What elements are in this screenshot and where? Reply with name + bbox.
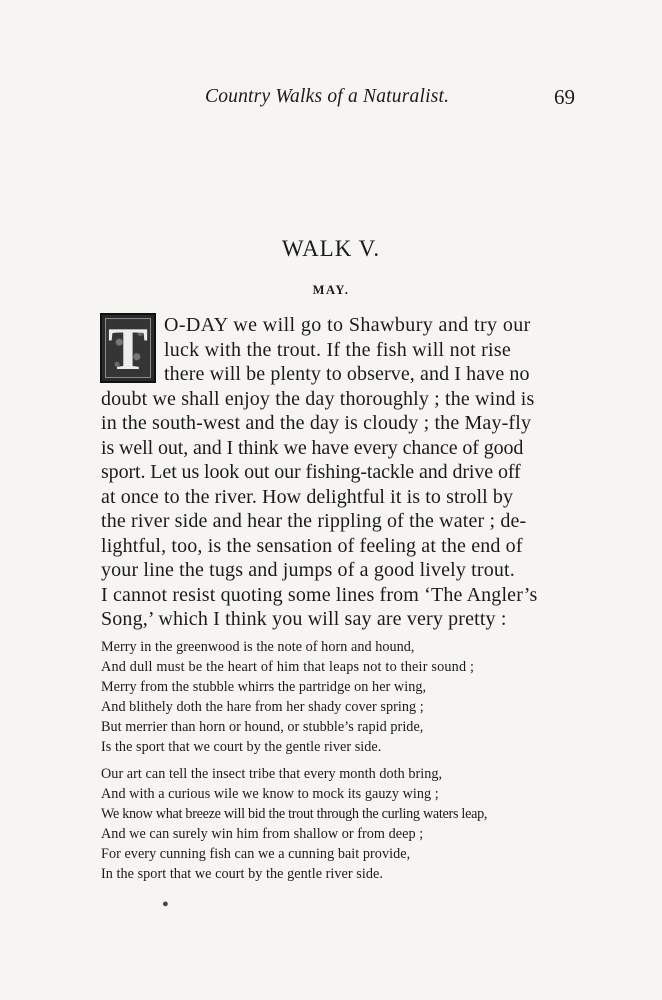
verse-line: Merry in the greenwood is the note of horn and hound, — [101, 639, 415, 655]
verse-line: And blithely doth the hare from her shady cover spring ; — [101, 699, 424, 715]
paragraph-line: O-DAY we will go to Shawbury and try our — [164, 314, 531, 336]
paragraph-line: your line the tugs and jumps of a good lively trout. — [101, 559, 515, 581]
paragraph-line: I cannot resist quoting some lines from ‘The Angler’s — [101, 584, 538, 606]
paragraph-line: sport. Let us look out our fishing-tackle and drive off — [101, 461, 521, 483]
paragraph-line: luck with the trout. If the fish will not rise — [164, 339, 511, 361]
verse-line: In the sport that we court by the gentle river side. — [101, 866, 383, 882]
running-title: Country Walks of a Naturalist. — [205, 86, 450, 107]
paragraph-line: lightful, too, is the sensation of feeling at the end of — [101, 535, 523, 557]
verse-line: Our art can tell the insect tribe that every month doth bring, — [101, 766, 443, 782]
running-head — [205, 86, 580, 116]
paragraph-line: in the south-west and the day is cloudy ; the May-fly — [101, 412, 532, 434]
chapter-title: WALK V. — [281, 236, 381, 261]
paragraph-line: at once to the river. How delightful it is to stroll by — [101, 486, 514, 508]
verse-line: Merry from the stubble whirrs the partridge on her wing, — [101, 679, 427, 695]
page-number: 69 — [554, 85, 575, 109]
verse-line: And dull must be the heart of him that leaps not to their sound ; — [101, 659, 475, 675]
paragraph-line: doubt we shall enjoy the day thoroughly ; the wind is — [101, 388, 535, 410]
paragraph-line: is well out, and I think we have every chance of good — [101, 437, 524, 459]
verse-line: And we can surely win him from shallow or from deep ; — [101, 826, 424, 842]
paragraph-line: there will be plenty to observe, and I have no — [164, 363, 530, 385]
verse-line: And with a curious wile we know to mock its gauzy wing ; — [101, 786, 439, 802]
verse-line: For every cunning fish can we a cunning bait provide, — [101, 846, 411, 862]
drop-cap-initial — [100, 313, 156, 383]
chapter-subtitle: MAY. — [312, 283, 350, 297]
verse-line: But merrier than horn or hound, or stubble’s rapid pride, — [101, 719, 424, 735]
verse-line: We know what breeze will bid the trout through the curling waters leap, — [101, 806, 488, 822]
ink-speck: ● — [159, 897, 172, 911]
verse-line: Is the sport that we court by the gentle river side. — [101, 739, 382, 755]
paragraph-line: the river side and hear the rippling of the water ; de- — [101, 510, 527, 532]
paragraph-line: Song,’ which I think you will say are very pretty : — [101, 608, 507, 630]
drop-cap-letter: T — [107, 316, 149, 382]
